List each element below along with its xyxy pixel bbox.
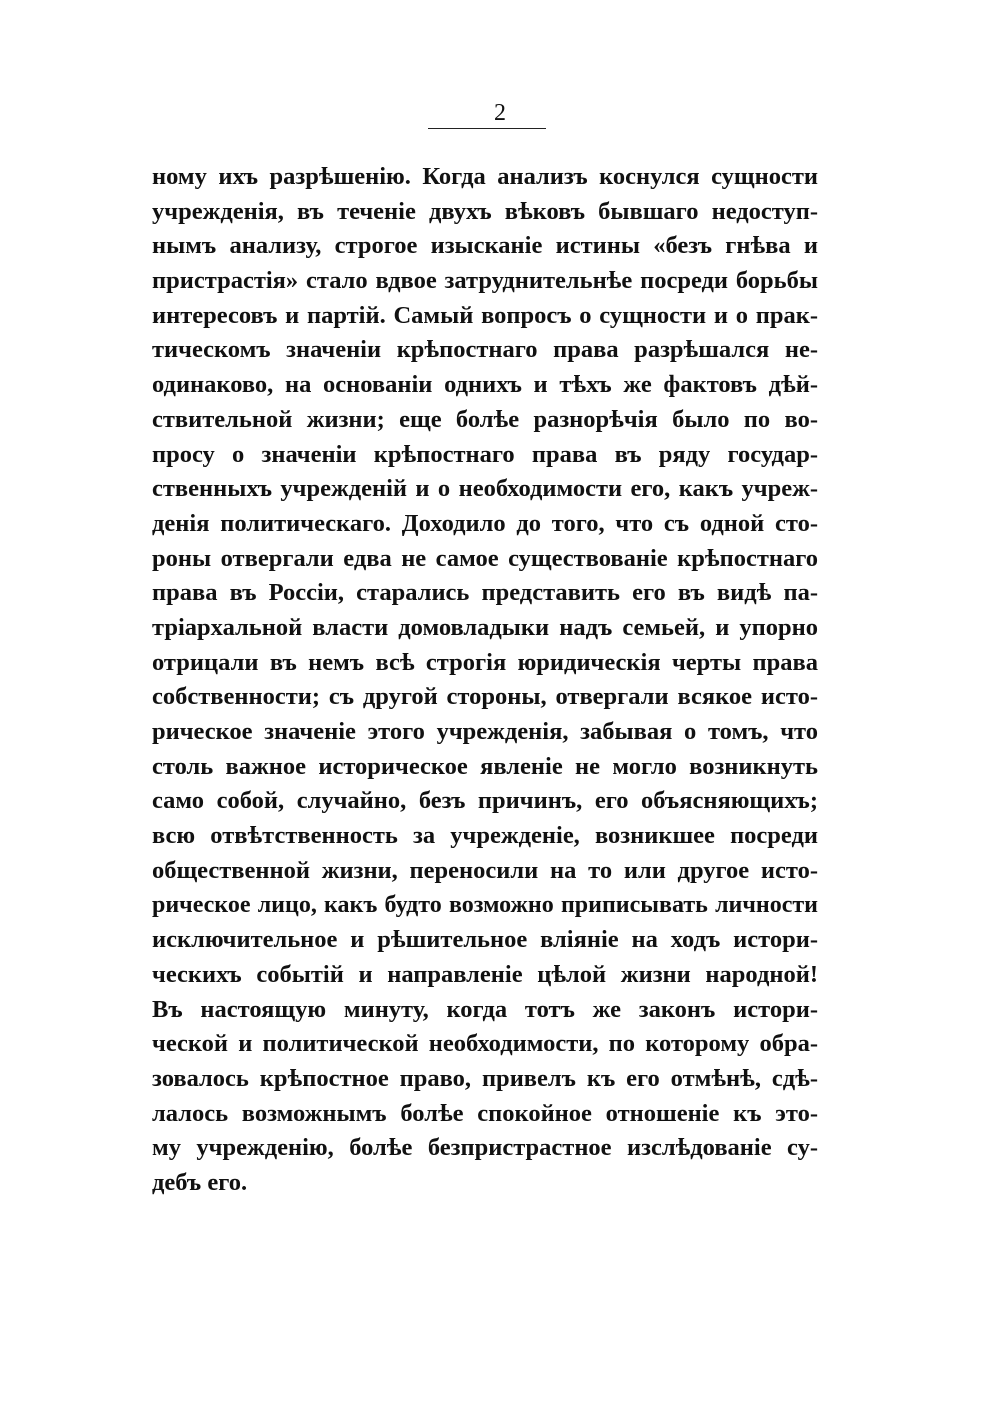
text-line: столь важное историческое явленіе не могло возникнуть xyxy=(152,752,818,780)
text-line: Въ настоящую минуту, когда тотъ же законъ истори- xyxy=(152,995,818,1023)
text-line: просу о значеніи крѣпостнаго права въ ряду государ- xyxy=(152,440,818,468)
text-line: денія политическаго. Доходило до того, что съ одной сто- xyxy=(152,509,818,537)
text-line: отрицали въ немъ всѣ строгія юридическія черты права xyxy=(152,648,818,676)
header-rule xyxy=(428,128,546,129)
text-line: тическомъ значеніи крѣпостнаго права разрѣшался не- xyxy=(152,336,818,364)
text-line: само собой, случайно, безъ причинъ, его объясняющихъ; xyxy=(152,787,818,815)
text-line: ческихъ событій и направленіе цѣлой жизни народной! xyxy=(152,960,818,988)
text-line: рическое лицо, какъ будто возможно приписывать личности xyxy=(152,892,818,919)
text-line: ственныхъ учрежденій и о необходимости его, какъ учреж- xyxy=(152,475,818,503)
text-line: интересовъ и партій. Самый вопросъ о сущности и о прак- xyxy=(152,301,818,329)
text-line: собственности; съ другой стороны, отвергали всякое исто- xyxy=(152,683,818,711)
text-line: му учрежденію, болѣе безпристрастное изслѣдованіе су- xyxy=(152,1134,818,1162)
text-line: рическое значеніе этого учрежденія, забывая о томъ, что xyxy=(152,718,818,745)
page-number: 2 xyxy=(494,100,506,126)
text-line: лалось возможнымъ болѣе спокойное отношеніе къ это- xyxy=(152,1099,818,1127)
text-line-last: дебъ его. xyxy=(152,1168,248,1196)
text-line: роны отвергали едва не самое существованіе крѣпостнаго xyxy=(152,544,818,572)
text-line: ствительной жизни; еще болѣе разнорѣчія было по во- xyxy=(152,405,818,433)
text-line: зовалось крѣпостное право, привелъ къ его отмѣнѣ, сдѣ- xyxy=(152,1064,818,1092)
text-line: исключительное и рѣшительное вліяніе на ходъ истори- xyxy=(152,926,818,954)
body-text xyxy=(152,160,818,1201)
text-line: учрежденія, въ теченіе двухъ вѣковъ бывшаго недоступ- xyxy=(152,197,818,225)
text-line: тріархальной власти домовладыки надъ семьей, и упорно xyxy=(152,613,818,641)
text-line: всю отвѣтственность за учрежденіе, возникшее посреди xyxy=(152,822,818,850)
text-line: пристрастія» стало вдвое затруднительнѣе посреди борьбы xyxy=(152,267,818,295)
text-line: одинаково, на основаніи однихъ и тѣхъ же фактовъ дѣй- xyxy=(152,371,818,399)
text-line: общественной жизни, переносили на то или другое исто- xyxy=(152,856,818,884)
text-line: ческой и политической необходимости, по которому обра- xyxy=(152,1030,818,1058)
text-line: права въ Россіи, старались представить его въ видѣ па- xyxy=(152,579,818,607)
text-line: нымъ анализу, строгое изысканіе истины «безъ гнѣва и xyxy=(152,232,818,260)
text-line: ному ихъ разрѣшенію. Когда анализъ коснулся сущности xyxy=(152,163,818,190)
